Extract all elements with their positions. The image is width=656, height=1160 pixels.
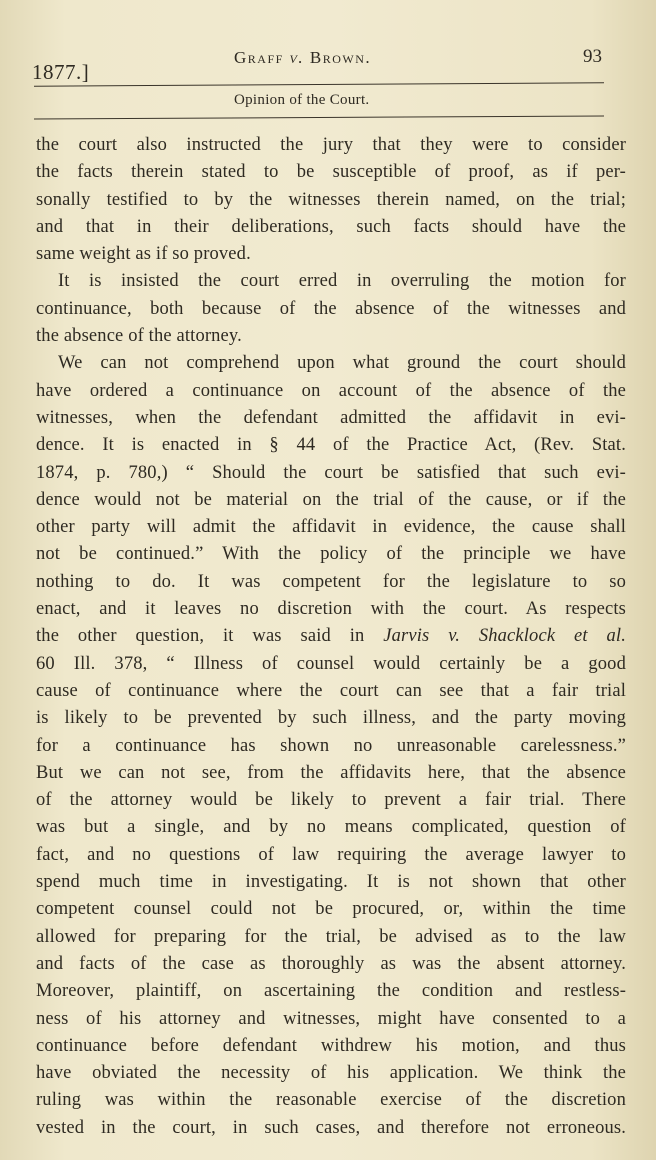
text-line: sonally testified to by the witnesses therein named, on the trial; [36, 189, 626, 210]
text-line: was but a single, and by no means complicated, question of [36, 817, 626, 838]
running-title-plaintiff: Graff [234, 48, 284, 67]
text-line: continuance, both because of the absence of the witnesses and [36, 298, 626, 319]
text-line: and that in their deliberations, such facts should have the [36, 216, 626, 237]
text-line: enact, and it leaves no discretion with the court. As respects [36, 599, 626, 620]
text-line: and facts of the case as thoroughly as was the absent attorney. [36, 953, 626, 974]
text-line: other party will admit the affidavit in evidence, the cause shall [36, 517, 626, 538]
text-line: continuance before defendant withdrew his motion, and thus [36, 1035, 626, 1056]
text-line: cause of continuance where the court can see that a fair trial [36, 680, 626, 701]
text-line: the court also instructed the jury that they were to consider [36, 135, 626, 155]
text-line: the facts therein stated to be susceptible of proof, as if per- [36, 162, 626, 183]
section-heading: Opinion of the Court. [234, 92, 370, 108]
running-title-versus: v. [289, 48, 305, 67]
text-line: fact, and no questions of law requiring the average lawyer to [36, 844, 626, 865]
text-line-with-citation [36, 623, 626, 650]
text-line-segment: the other question, it was said in [36, 626, 365, 647]
text-line: ness of his attorney and witnesses, might have consented to a [36, 1008, 626, 1029]
text-line: allowed for preparing for the trial, be advised as to the law [36, 926, 626, 947]
text-line: Moreover, plaintiff, on ascertaining the condition and restless- [36, 981, 626, 1002]
text-line: We can not comprehend upon what ground the court should [58, 353, 626, 374]
text-line: dence would not be material on the trial of the cause, or if the [36, 489, 626, 510]
text-line: same weight as if so proved. [36, 244, 251, 265]
header-rule-top [34, 82, 604, 86]
page-number: 93 [583, 46, 602, 67]
text-line: have obviated the necessity of his application. We think the [36, 1063, 626, 1084]
text-line: spend much time in investigating. It is not shown that other [36, 872, 626, 893]
text-line: is likely to be prevented by such illness, and the party moving [36, 708, 626, 729]
text-line: witnesses, when the defendant admitted the affidavit in evi- [36, 407, 626, 428]
text-line: It is insisted the court erred in overruling the motion for [58, 271, 626, 292]
text-line: have ordered a continuance on account of the absence of the [36, 380, 626, 401]
text-line: vested in the court, in such cases, and therefore not erroneous. [36, 1117, 626, 1138]
text-line: not be continued.” With the policy of the principle we have [36, 544, 626, 565]
running-year: 1877.] [32, 60, 90, 84]
opinion-text [36, 132, 626, 1142]
text-line: ruling was within the reasonable exercise of the discretion [36, 1090, 626, 1111]
text-line: competent counsel could not be procured, or, within the time [36, 899, 626, 920]
text-line: the absence of the attorney. [36, 326, 242, 347]
text-line: for a continuance has shown no unreasonable carelessness.” [36, 735, 626, 756]
text-line: 60 Ill. 378, “ Illness of counsel would certainly be a good [36, 653, 626, 674]
text-line: But we can not see, from the affidavits here, that the absence [36, 762, 626, 783]
running-title [234, 48, 371, 68]
text-line: nothing to do. It was competent for the legislature to so [36, 571, 626, 592]
text-line: dence. It is enacted in § 44 of the Practice Act, (Rev. Stat. [36, 435, 626, 456]
text-line: 1874, p. 780,) “ Should the court be satisfied that such evi- [36, 462, 626, 483]
running-title-defendant: Brown. [309, 48, 372, 67]
case-citation: Jarvis v. Shacklock et al. [383, 626, 626, 647]
header-rule-bottom [34, 116, 604, 120]
text-line: of the attorney would be likely to prevent a fair trial. There [36, 790, 626, 811]
